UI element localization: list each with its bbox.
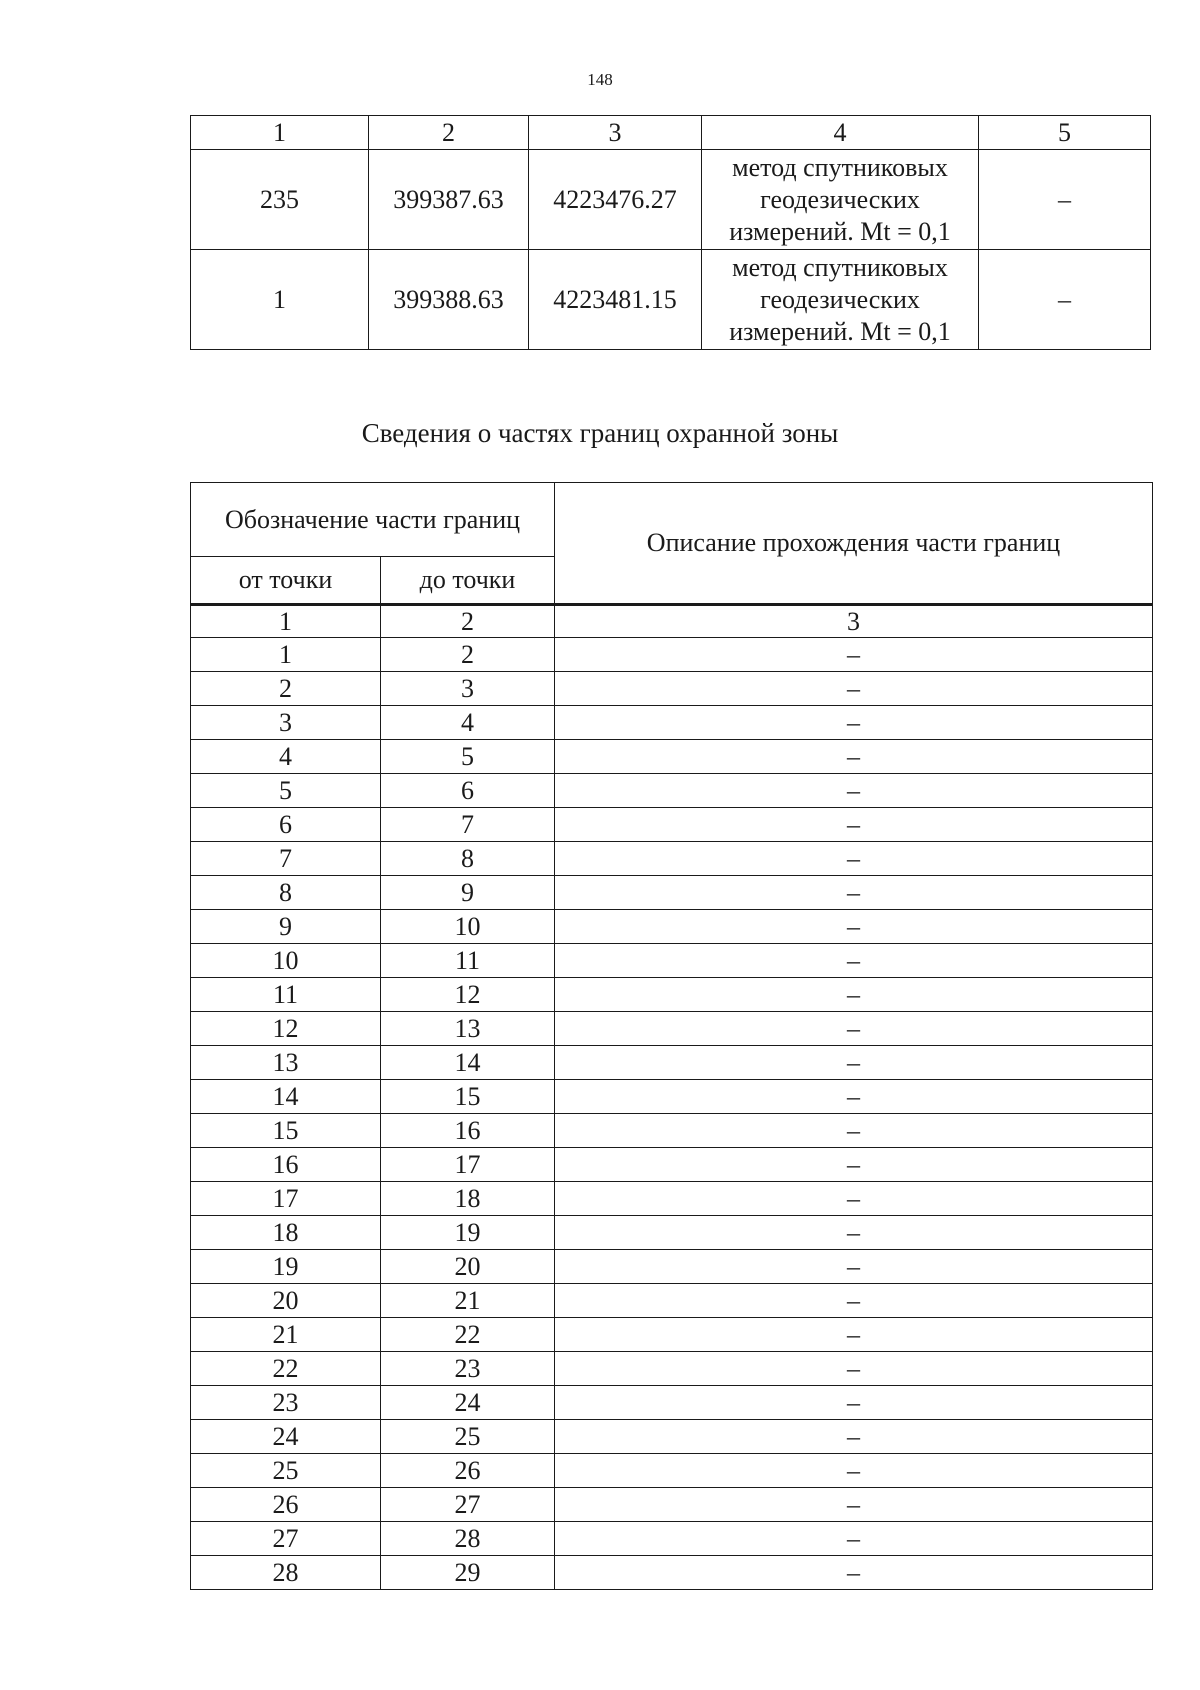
- to-point: 11: [381, 944, 555, 978]
- from-point: 23: [191, 1386, 381, 1420]
- table-row: [191, 1046, 1153, 1080]
- table-row: [191, 1488, 1153, 1522]
- header-designation: Обозначение части границ: [191, 483, 555, 557]
- to-point: 3: [381, 672, 555, 706]
- table-row: [191, 740, 1153, 774]
- description: –: [555, 944, 1153, 978]
- from-point: 22: [191, 1352, 381, 1386]
- to-point: 17: [381, 1148, 555, 1182]
- from-point: 18: [191, 1216, 381, 1250]
- to-point: 13: [381, 1012, 555, 1046]
- from-point: 13: [191, 1046, 381, 1080]
- description: –: [555, 910, 1153, 944]
- description: –: [555, 1250, 1153, 1284]
- from-point: 17: [191, 1182, 381, 1216]
- to-point: 4: [381, 706, 555, 740]
- table-row: [191, 842, 1153, 876]
- column-numbers-row: [191, 605, 1153, 638]
- to-point: 27: [381, 1488, 555, 1522]
- coordinate-y: 4223481.15: [529, 250, 702, 350]
- to-point: 25: [381, 1420, 555, 1454]
- point-number: 235: [191, 150, 369, 250]
- from-point: 28: [191, 1556, 381, 1590]
- table-row: [191, 1318, 1153, 1352]
- to-point: 9: [381, 876, 555, 910]
- from-point: 25: [191, 1454, 381, 1488]
- description: –: [555, 1386, 1153, 1420]
- description: –: [555, 638, 1153, 672]
- coordinates-table: [190, 115, 1151, 350]
- page-number: 148: [587, 70, 613, 89]
- coordinate-y: 4223476.27: [529, 150, 702, 250]
- table-row: [191, 978, 1153, 1012]
- table-row: [191, 808, 1153, 842]
- table-row: [191, 1386, 1153, 1420]
- from-point: 21: [191, 1318, 381, 1352]
- to-point: 21: [381, 1284, 555, 1318]
- to-point: 5: [381, 740, 555, 774]
- column-number: 2: [381, 605, 555, 638]
- column-number: 2: [369, 116, 529, 150]
- from-point: 20: [191, 1284, 381, 1318]
- to-point: 29: [381, 1556, 555, 1590]
- to-point: 19: [381, 1216, 555, 1250]
- table-row: [191, 1182, 1153, 1216]
- description: –: [555, 1352, 1153, 1386]
- from-point: 15: [191, 1114, 381, 1148]
- from-point: 6: [191, 808, 381, 842]
- to-point: 6: [381, 774, 555, 808]
- from-point: 27: [191, 1522, 381, 1556]
- to-point: 8: [381, 842, 555, 876]
- section-title: Сведения о частях границ охранной зоны: [361, 418, 839, 448]
- from-point: 16: [191, 1148, 381, 1182]
- to-point: 2: [381, 638, 555, 672]
- table-row: [191, 706, 1153, 740]
- description: –: [555, 1148, 1153, 1182]
- description: –: [555, 876, 1153, 910]
- description: –: [555, 978, 1153, 1012]
- table-row: [191, 1148, 1153, 1182]
- description: –: [555, 740, 1153, 774]
- to-point: 18: [381, 1182, 555, 1216]
- description: –: [555, 1284, 1153, 1318]
- to-point: 20: [381, 1250, 555, 1284]
- method-line: геодезических: [760, 284, 920, 314]
- method-line: метод спутниковых: [732, 152, 948, 182]
- table-row: [191, 944, 1153, 978]
- measurement-method: [702, 150, 979, 250]
- to-point: 15: [381, 1080, 555, 1114]
- description: –: [555, 1488, 1153, 1522]
- from-point: 8: [191, 876, 381, 910]
- to-point: 16: [381, 1114, 555, 1148]
- method-line: измерений. Mt = 0,1: [729, 316, 951, 346]
- description: –: [555, 672, 1153, 706]
- description: –: [555, 842, 1153, 876]
- from-point: 5: [191, 774, 381, 808]
- to-point: 7: [381, 808, 555, 842]
- from-point: 7: [191, 842, 381, 876]
- from-point: 4: [191, 740, 381, 774]
- from-point: 26: [191, 1488, 381, 1522]
- column-number: 5: [979, 116, 1151, 150]
- column-number: 3: [555, 605, 1153, 638]
- description: –: [555, 1114, 1153, 1148]
- to-point: 23: [381, 1352, 555, 1386]
- table-row: [191, 250, 1151, 350]
- table-row: [191, 910, 1153, 944]
- description: –: [555, 1454, 1153, 1488]
- from-point: 11: [191, 978, 381, 1012]
- table-row: [191, 672, 1153, 706]
- to-point: 14: [381, 1046, 555, 1080]
- description: –: [555, 1216, 1153, 1250]
- description: –: [555, 1012, 1153, 1046]
- table-row: [191, 1454, 1153, 1488]
- from-point: 12: [191, 1012, 381, 1046]
- note: –: [979, 150, 1151, 250]
- table-row: [191, 1250, 1153, 1284]
- measurement-method: [702, 250, 979, 350]
- description: –: [555, 1318, 1153, 1352]
- header-to-point: до точки: [381, 557, 555, 605]
- to-point: 24: [381, 1386, 555, 1420]
- method-line: метод спутниковых: [732, 252, 948, 282]
- header-description: Описание прохождения части границ: [555, 483, 1153, 605]
- from-point: 14: [191, 1080, 381, 1114]
- table-row: [191, 1080, 1153, 1114]
- column-number: 1: [191, 605, 381, 638]
- description: –: [555, 1556, 1153, 1590]
- from-point: 3: [191, 706, 381, 740]
- boundary-parts-table: [190, 482, 1153, 1590]
- coordinates-table-column-numbers: [191, 116, 1151, 150]
- table-row: [191, 876, 1153, 910]
- coordinate-x: 399387.63: [369, 150, 529, 250]
- table-row: [191, 1114, 1153, 1148]
- to-point: 26: [381, 1454, 555, 1488]
- column-number: 4: [702, 116, 979, 150]
- table-row: [191, 1216, 1153, 1250]
- to-point: 10: [381, 910, 555, 944]
- point-number: 1: [191, 250, 369, 350]
- table-row: [191, 1284, 1153, 1318]
- column-number: 1: [191, 116, 369, 150]
- description: –: [555, 808, 1153, 842]
- table-row: [191, 1556, 1153, 1590]
- table-row: [191, 774, 1153, 808]
- header-from-point: от точки: [191, 557, 381, 605]
- from-point: 2: [191, 672, 381, 706]
- description: –: [555, 1080, 1153, 1114]
- description: –: [555, 1522, 1153, 1556]
- coordinate-x: 399388.63: [369, 250, 529, 350]
- table-row: [191, 1012, 1153, 1046]
- table-row: [191, 150, 1151, 250]
- description: –: [555, 1182, 1153, 1216]
- header-row: [191, 483, 1153, 557]
- description: –: [555, 706, 1153, 740]
- from-point: 24: [191, 1420, 381, 1454]
- description: –: [555, 774, 1153, 808]
- method-line: измерений. Mt = 0,1: [729, 216, 951, 246]
- table-row: [191, 638, 1153, 672]
- table-row: [191, 1522, 1153, 1556]
- to-point: 28: [381, 1522, 555, 1556]
- table-row: [191, 1420, 1153, 1454]
- column-number: 3: [529, 116, 702, 150]
- to-point: 12: [381, 978, 555, 1012]
- description: –: [555, 1420, 1153, 1454]
- to-point: 22: [381, 1318, 555, 1352]
- from-point: 9: [191, 910, 381, 944]
- note: –: [979, 250, 1151, 350]
- table-row: [191, 1352, 1153, 1386]
- from-point: 19: [191, 1250, 381, 1284]
- method-line: геодезических: [760, 184, 920, 214]
- from-point: 10: [191, 944, 381, 978]
- from-point: 1: [191, 638, 381, 672]
- description: –: [555, 1046, 1153, 1080]
